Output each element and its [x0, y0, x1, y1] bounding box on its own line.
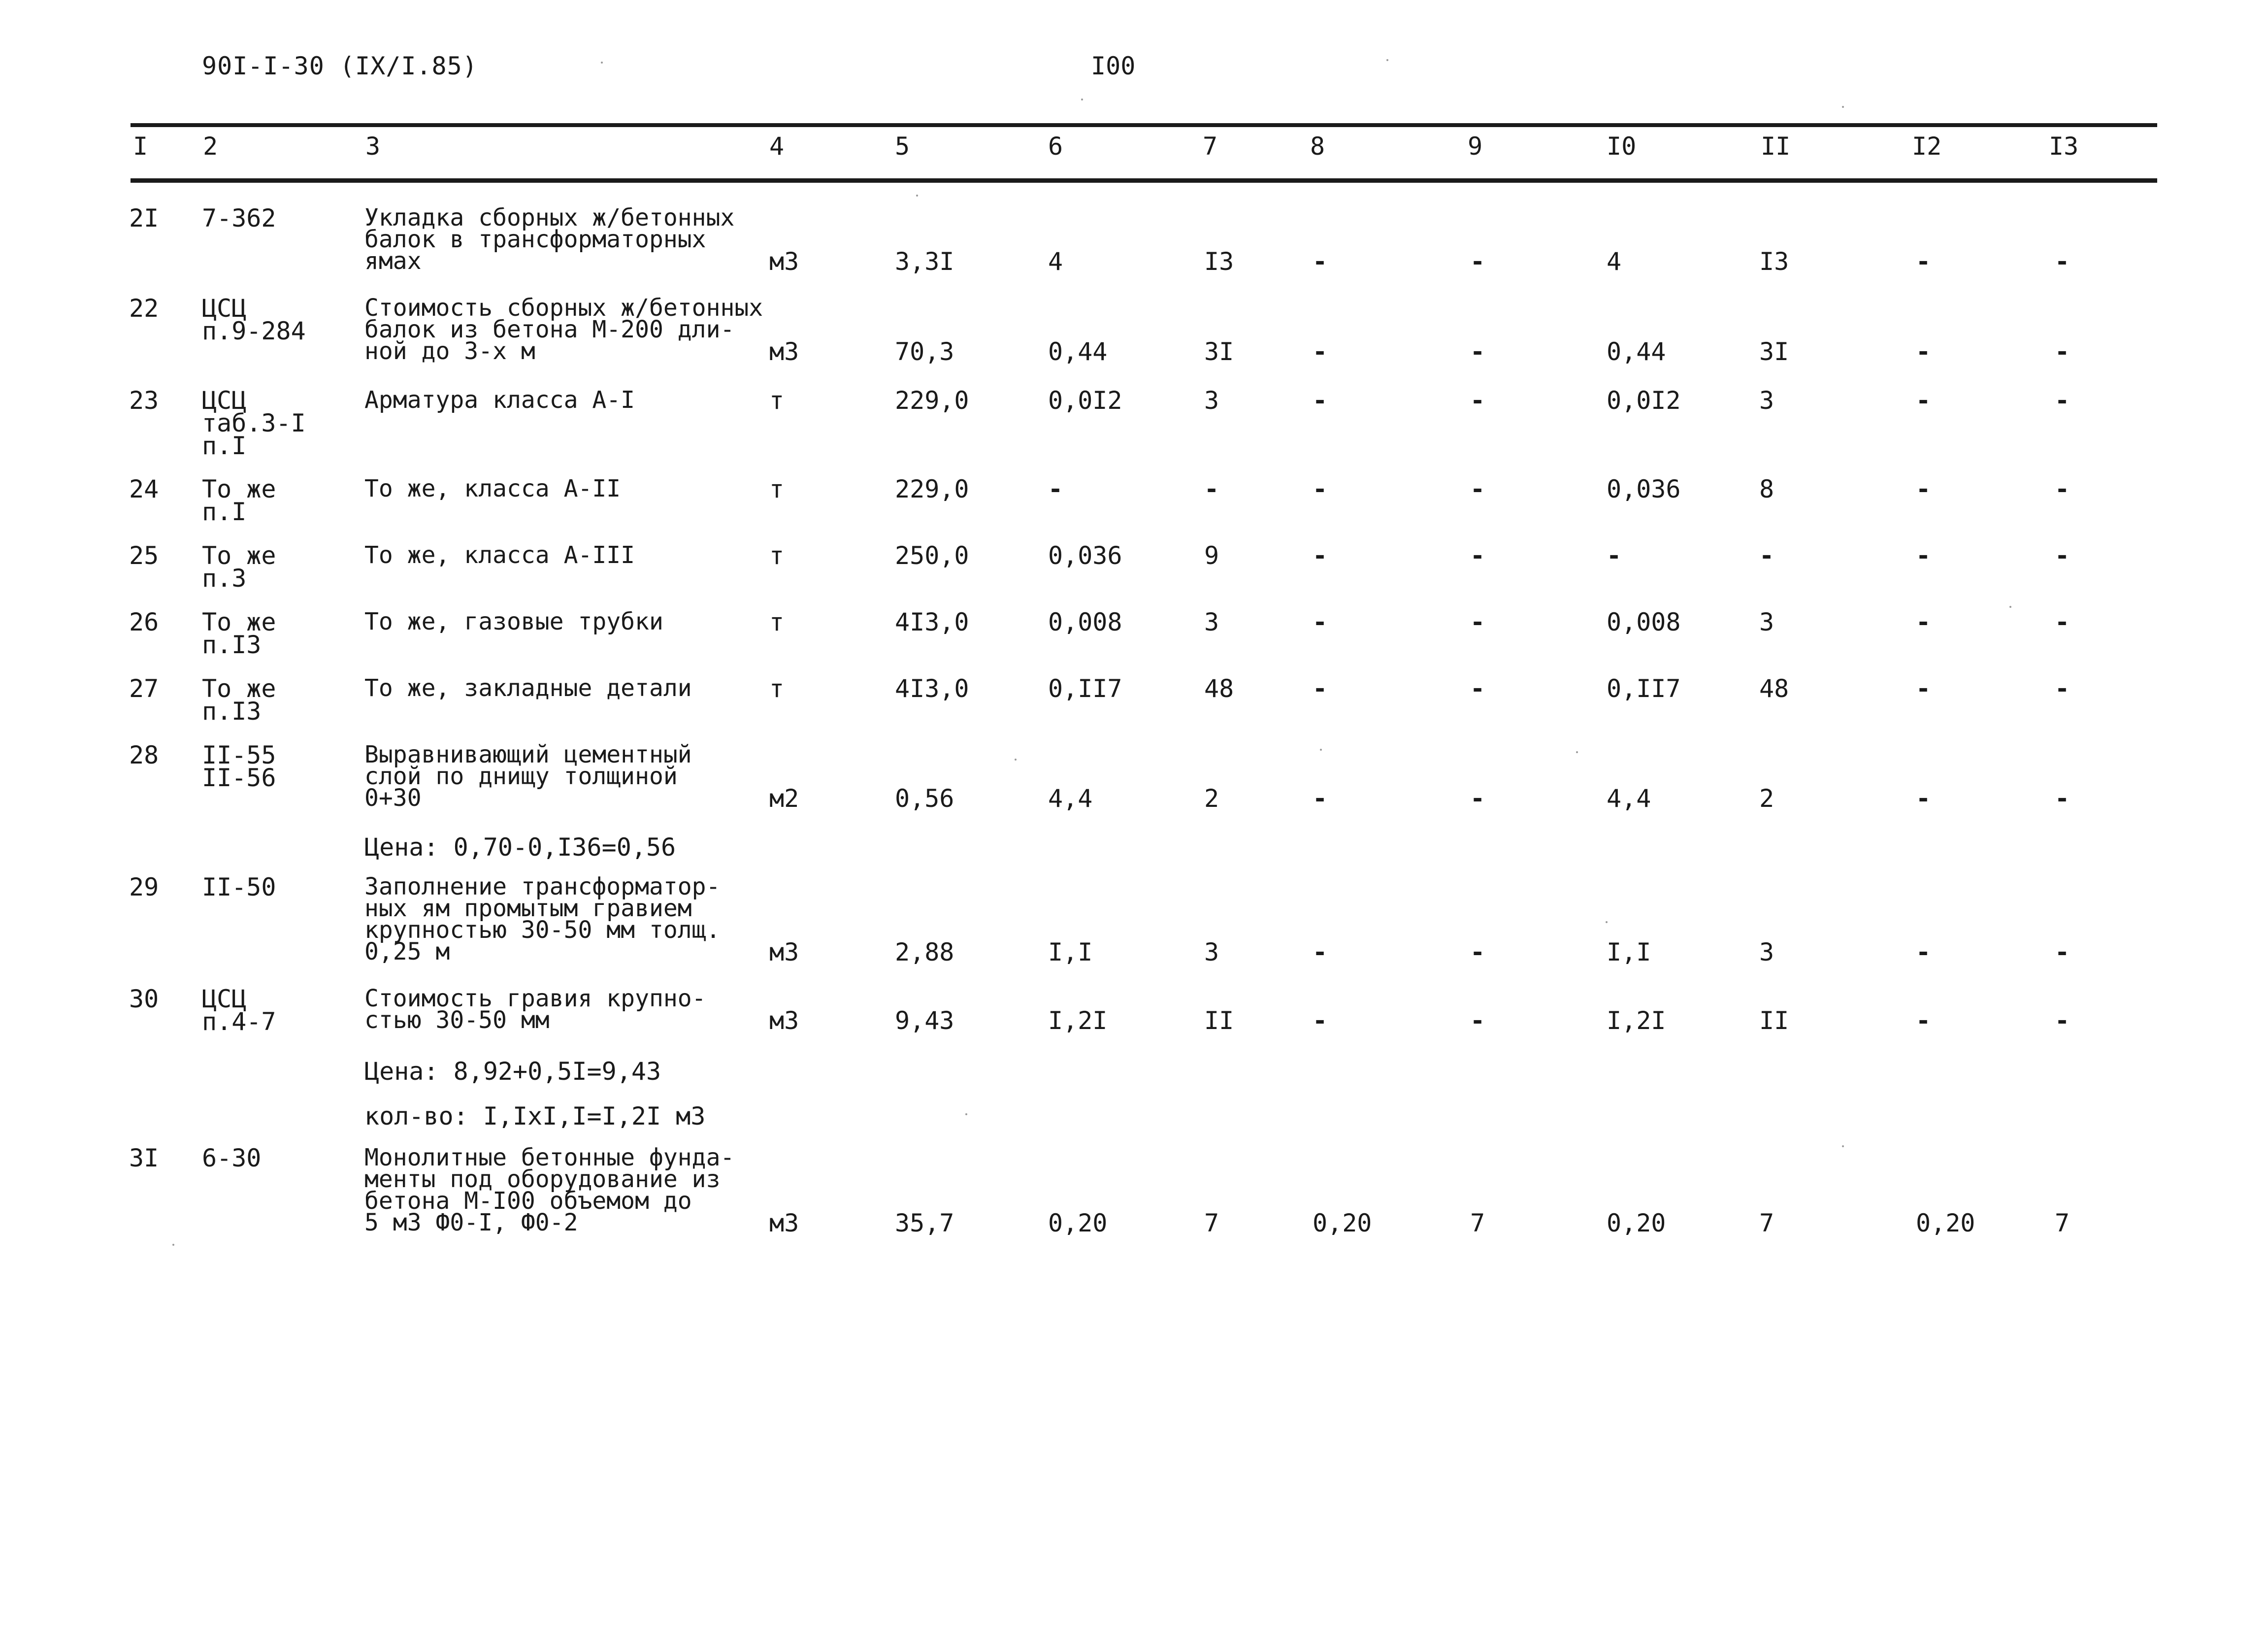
value-col-5: 70,3 — [895, 337, 954, 366]
value-col-6: - — [1048, 475, 1063, 503]
column-header-3: 3 — [365, 132, 381, 161]
value-col-6: I,2I — [1048, 1006, 1108, 1035]
unit-cell: м3 — [769, 938, 799, 966]
unit-cell: т — [769, 608, 785, 636]
scan-speck — [965, 1113, 967, 1115]
value-col-12: - — [1916, 608, 1931, 636]
value-col-8: - — [1313, 784, 1328, 813]
value-col-13: - — [2055, 784, 2070, 813]
scan-speck — [1606, 921, 1608, 923]
work-description: Стоимость гравия крупно- стью 30-50 мм — [364, 985, 706, 1034]
value-col-10: 0,008 — [1607, 608, 1681, 636]
value-col-12: - — [1916, 386, 1931, 415]
column-header-8: 8 — [1310, 132, 1325, 161]
value-col-10: 0,44 — [1607, 337, 1666, 366]
value-col-12: - — [1916, 1006, 1931, 1035]
value-col-6: 0,0I2 — [1048, 386, 1122, 415]
value-col-12: - — [1916, 784, 1931, 813]
work-description: Заполнение трансформатор- ных ям промытым гравием крупностью 30-50 мм толщ. 0,25 м — [364, 873, 721, 965]
value-col-5: 3,3I — [895, 247, 954, 276]
value-col-8: - — [1313, 247, 1328, 276]
value-col-5: 4I3,0 — [895, 608, 969, 636]
value-col-7: 48 — [1204, 674, 1234, 703]
value-col-13: - — [2055, 608, 2070, 636]
value-col-12: 0,20 — [1916, 1209, 1975, 1237]
price-note-row-28: Цена: 0,70-0,I36=0,56 — [364, 833, 676, 862]
value-col-5: 0,56 — [895, 784, 954, 813]
value-col-6: 0,20 — [1048, 1209, 1108, 1237]
value-col-8: - — [1313, 541, 1328, 570]
scan-speck — [1081, 99, 1083, 100]
column-header-7: 7 — [1203, 132, 1218, 161]
unit-cell: м2 — [769, 784, 799, 813]
value-col-9: - — [1470, 386, 1485, 415]
row-number: 23 — [129, 386, 159, 415]
value-col-12: - — [1916, 674, 1931, 703]
value-col-5: 229,0 — [895, 475, 969, 503]
value-col-13: - — [2055, 475, 2070, 503]
value-col-10: 0,20 — [1607, 1209, 1666, 1237]
value-col-8: - — [1313, 1006, 1328, 1035]
table-header-rule — [131, 178, 2157, 183]
norm-code: То же п.3 — [202, 541, 276, 593]
value-col-12: - — [1916, 938, 1931, 966]
value-col-8: - — [1313, 386, 1328, 415]
value-col-11: 3I — [1759, 337, 1789, 366]
value-col-5: 250,0 — [895, 541, 969, 570]
column-header-4: 4 — [769, 132, 785, 161]
column-header-10: I0 — [1607, 132, 1637, 161]
work-description: Укладка сборных ж/бетонных балок в трансформаторных ямах — [364, 204, 735, 275]
row-number: 24 — [129, 475, 159, 503]
value-col-11: 3 — [1759, 938, 1775, 966]
norm-code: ЦСЦ таб.3-I п.I — [202, 386, 306, 460]
value-col-11: 7 — [1759, 1209, 1775, 1237]
column-header-2: 2 — [203, 132, 218, 161]
scan-speck — [2009, 606, 2011, 608]
row-number: 25 — [129, 541, 159, 570]
value-col-11: 48 — [1759, 674, 1789, 703]
value-col-12: - — [1916, 475, 1931, 503]
value-col-10: 4 — [1607, 247, 1622, 276]
value-col-6: 0,II7 — [1048, 674, 1122, 703]
value-col-6: 4 — [1048, 247, 1063, 276]
work-description: То же, класса А-III — [364, 541, 635, 569]
value-col-13: - — [2055, 674, 2070, 703]
scan-speck — [1842, 1145, 1844, 1147]
norm-code: ЦСЦ п.9-284 — [202, 294, 306, 345]
value-col-5: 35,7 — [895, 1209, 954, 1237]
value-col-7: 9 — [1204, 541, 1219, 570]
value-col-8: - — [1313, 938, 1328, 966]
value-col-10: - — [1607, 541, 1622, 570]
value-col-9: - — [1470, 475, 1485, 503]
scan-speck — [1320, 749, 1322, 751]
value-col-9: - — [1470, 247, 1485, 276]
value-col-9: 7 — [1470, 1209, 1485, 1237]
value-col-11: 8 — [1759, 475, 1775, 503]
work-description: То же, газовые трубки — [364, 608, 663, 635]
value-col-9: - — [1470, 938, 1485, 966]
row-number: 30 — [129, 985, 159, 1013]
unit-cell: м3 — [769, 337, 799, 366]
value-col-9: - — [1470, 674, 1485, 703]
value-col-11: 2 — [1759, 784, 1775, 813]
column-header-1: I — [133, 132, 148, 161]
value-col-7: 7 — [1204, 1209, 1219, 1237]
value-col-9: - — [1470, 541, 1485, 570]
work-description: Стоимость сборных ж/бетонных балок из бетона М-200 дли- ной до 3-х м — [364, 294, 763, 365]
norm-code: II-55 II-56 — [202, 741, 276, 792]
value-col-7: 2 — [1204, 784, 1219, 813]
value-col-6: 4,4 — [1048, 784, 1093, 813]
value-col-9: - — [1470, 337, 1485, 366]
row-number: 29 — [129, 873, 159, 901]
unit-cell: м3 — [769, 1209, 799, 1237]
value-col-13: - — [2055, 247, 2070, 276]
value-col-7: 3 — [1204, 938, 1219, 966]
value-col-12: - — [1916, 541, 1931, 570]
unit-cell: т — [769, 386, 785, 415]
page-number: I00 — [1091, 52, 1136, 80]
value-col-5: 9,43 — [895, 1006, 954, 1035]
column-header-13: I3 — [2049, 132, 2079, 161]
value-col-8: - — [1313, 475, 1328, 503]
value-col-10: 0,036 — [1607, 475, 1681, 503]
value-col-7: I3 — [1204, 247, 1234, 276]
value-col-8: 0,20 — [1313, 1209, 1372, 1237]
row-number: 27 — [129, 674, 159, 703]
value-col-10: I,2I — [1607, 1006, 1666, 1035]
value-col-5: 4I3,0 — [895, 674, 969, 703]
norm-code: ЦСЦ п.4-7 — [202, 985, 276, 1036]
value-col-8: - — [1313, 337, 1328, 366]
value-col-11: 3 — [1759, 608, 1775, 636]
value-col-6: 0,008 — [1048, 608, 1122, 636]
value-col-9: - — [1470, 608, 1485, 636]
work-description: Выравнивающий цементный слой по днищу толщиной 0+30 — [364, 741, 692, 812]
norm-code: То же п.I3 — [202, 674, 276, 726]
unit-cell: м3 — [769, 247, 799, 276]
work-description: То же, класса А-II — [364, 475, 621, 502]
table-top-rule — [131, 123, 2157, 127]
value-col-8: - — [1313, 608, 1328, 636]
work-description: Монолитные бетонные фунда- менты под оборудование из бетона М-I00 объемом до 5 м3 Ф0-I, Ф0-2 — [364, 1144, 735, 1236]
scan-speck — [172, 1244, 174, 1246]
value-col-6: 0,036 — [1048, 541, 1122, 570]
unit-cell: м3 — [769, 1006, 799, 1035]
unit-cell: т — [769, 541, 785, 570]
unit-cell: т — [769, 674, 785, 703]
scan-speck — [1015, 759, 1017, 761]
value-col-11: II — [1759, 1006, 1789, 1035]
norm-code: II-50 — [202, 873, 276, 901]
value-col-12: - — [1916, 247, 1931, 276]
value-col-13: 7 — [2055, 1209, 2070, 1237]
value-col-13: - — [2055, 1006, 2070, 1035]
column-header-5: 5 — [895, 132, 910, 161]
value-col-13: - — [2055, 541, 2070, 570]
value-col-10: I,I — [1607, 938, 1651, 966]
row-number: 22 — [129, 294, 159, 323]
column-header-9: 9 — [1468, 132, 1483, 161]
row-number: 28 — [129, 741, 159, 769]
column-header-12: I2 — [1912, 132, 1942, 161]
work-description: То же, закладные детали — [364, 674, 692, 702]
value-col-11: I3 — [1759, 247, 1789, 276]
value-col-9: - — [1470, 784, 1485, 813]
column-header-11: II — [1761, 132, 1791, 161]
value-col-5: 229,0 — [895, 386, 969, 415]
scan-speck — [916, 195, 918, 197]
value-col-7: II — [1204, 1006, 1234, 1035]
scan-speck — [601, 62, 603, 64]
norm-code: То же п.I — [202, 475, 276, 526]
column-header-6: 6 — [1048, 132, 1063, 161]
price-note-row-30: Цена: 8,92+0,5I=9,43 — [364, 1057, 661, 1086]
norm-code: 7-362 — [202, 204, 276, 233]
value-col-10: 0,0I2 — [1607, 386, 1681, 415]
value-col-7: 3I — [1204, 337, 1234, 366]
scan-speck — [1842, 106, 1844, 108]
value-col-6: I,I — [1048, 938, 1093, 966]
value-col-13: - — [2055, 337, 2070, 366]
unit-cell: т — [769, 475, 785, 503]
value-col-11: 3 — [1759, 386, 1775, 415]
row-number: 3I — [129, 1144, 159, 1172]
row-number: 2I — [129, 204, 159, 233]
value-col-9: - — [1470, 1006, 1485, 1035]
value-col-13: - — [2055, 938, 2070, 966]
scan-speck — [1386, 59, 1388, 61]
value-col-7: - — [1204, 475, 1219, 503]
document-code: 90I-I-30 (IX/I.85) — [202, 52, 478, 80]
value-col-10: 4,4 — [1607, 784, 1651, 813]
value-col-7: 3 — [1204, 386, 1219, 415]
value-col-12: - — [1916, 337, 1931, 366]
norm-code: 6-30 — [202, 1144, 262, 1172]
value-col-10: 0,II7 — [1607, 674, 1681, 703]
value-col-7: 3 — [1204, 608, 1219, 636]
value-col-8: - — [1313, 674, 1328, 703]
quantity-note-row-30: кол-во: I,IxI,I=I,2I м3 — [364, 1102, 706, 1130]
work-description: Арматура класса А-I — [364, 386, 635, 414]
row-number: 26 — [129, 608, 159, 636]
value-col-5: 2,88 — [895, 938, 954, 966]
value-col-13: - — [2055, 386, 2070, 415]
value-col-6: 0,44 — [1048, 337, 1108, 366]
norm-code: То же п.I3 — [202, 608, 276, 659]
scan-speck — [1576, 751, 1578, 753]
value-col-11: - — [1759, 541, 1775, 570]
